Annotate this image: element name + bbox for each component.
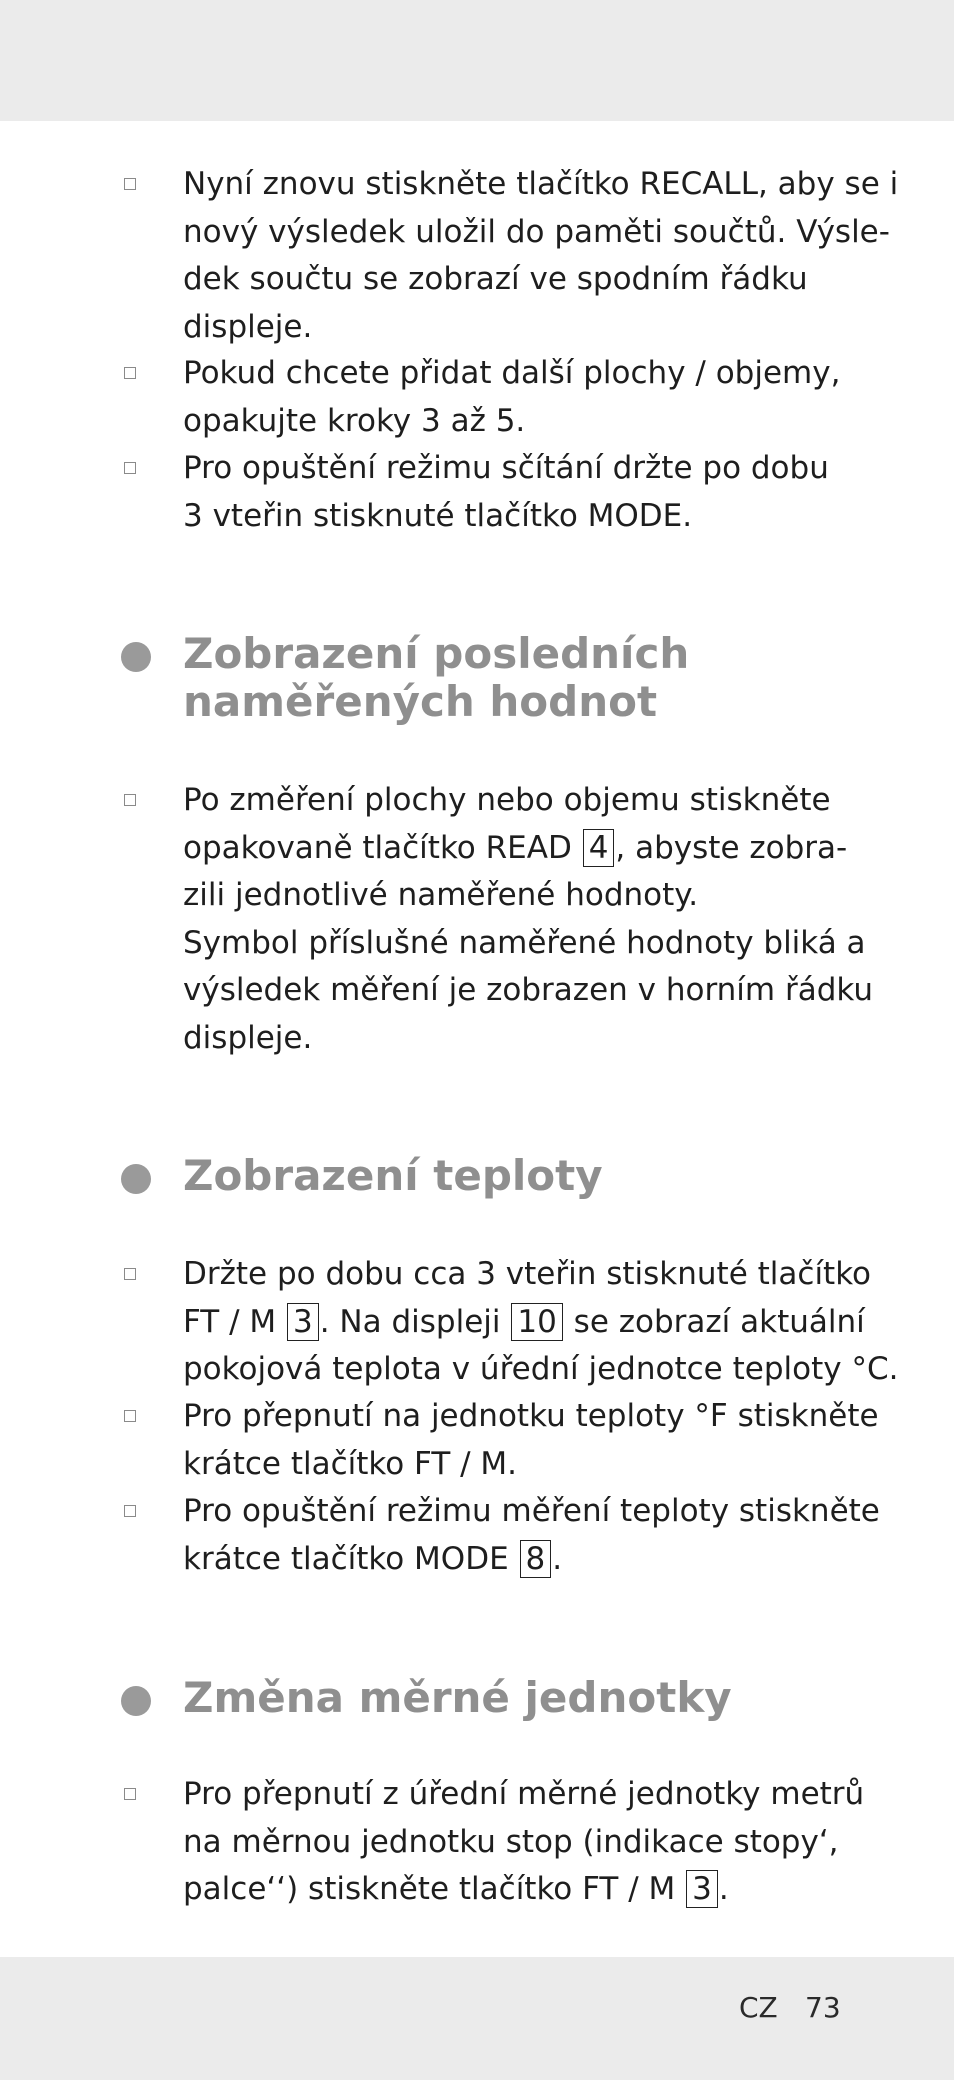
page-number: 73	[805, 1991, 841, 2024]
part-number-box: 3	[686, 1870, 718, 1908]
checkbox-bullet-icon	[124, 367, 136, 379]
list-item	[183, 1771, 873, 1914]
text-line: palce‘‘) stiskněte tlačítko FT / M 3 .	[183, 1871, 729, 1907]
list-item	[183, 1251, 899, 1394]
text-line: 3 vteřin stisknuté tlačítko MODE.	[183, 497, 693, 534]
text-line: displeje.	[183, 308, 313, 345]
language-code: CZ	[739, 1991, 778, 2024]
list-item	[183, 161, 899, 351]
text-line: Nyní znovu stiskněte tlačítko RECALL, aby se i	[183, 166, 899, 202]
text-line: krátce tlačítko MODE 8 .	[183, 1540, 563, 1577]
part-number-box: 10	[511, 1303, 562, 1341]
text-line: Po změření plochy nebo objemu stiskněte	[183, 782, 831, 818]
text-line: opakujte kroky 3 až 5.	[183, 402, 526, 439]
part-number-box: 8	[520, 1540, 552, 1578]
text-line: Pro opuštění režimu sčítání držte po dobu	[183, 450, 829, 486]
section-heading	[183, 1152, 603, 1200]
checkbox-bullet-icon	[124, 1268, 136, 1280]
list-item	[183, 445, 873, 540]
text-line: FT / M 3 . Na displeji 10 se zobrazí aktuální	[183, 1303, 865, 1340]
text-line: dek součtu se zobrazí ve spodním řádku	[183, 261, 808, 297]
text-line: krátce tlačítko FT / M.	[183, 1445, 518, 1482]
list-item	[183, 350, 873, 445]
checkbox-bullet-icon	[124, 1410, 136, 1422]
section-heading	[183, 1674, 732, 1722]
section-bullet-icon	[121, 1164, 151, 1194]
text-line: Pokud chcete přidat další plochy / objemy,	[183, 355, 841, 391]
checkbox-bullet-icon	[124, 178, 136, 190]
text-line: opakovaně tlačítko READ 4 , abyste zobra-	[183, 829, 848, 866]
heading-line: Zobrazení posledních	[183, 629, 690, 678]
checkbox-bullet-icon	[124, 794, 136, 806]
section-bullet-icon	[121, 1686, 151, 1716]
text-line: na měrnou jednotku stop (indikace stopy‘,	[183, 1823, 839, 1860]
list-item	[183, 777, 873, 1062]
list-item	[183, 1488, 880, 1583]
checkbox-bullet-icon	[124, 1788, 136, 1800]
list-item	[183, 1393, 879, 1488]
checkbox-bullet-icon	[124, 462, 136, 474]
text-line: výsledek měření je zobrazen v horním řádku	[183, 972, 874, 1008]
heading-line: Zobrazení teploty	[183, 1151, 603, 1200]
text-line: displeje.	[183, 1019, 313, 1056]
heading-line: naměřených hodnot	[183, 677, 658, 726]
section-heading	[183, 630, 689, 726]
section-bullet-icon	[121, 642, 151, 672]
text-line: Pro opuštění režimu měření teploty stiskněte	[183, 1493, 880, 1529]
text-line: Pro přepnutí na jednotku teploty °F stiskněte	[183, 1398, 879, 1434]
heading-line: Změna měrné jednotky	[183, 1673, 732, 1722]
text-line: Držte po dobu cca 3 vteřin stisknuté tlačítko	[183, 1256, 872, 1292]
text-line: Symbol příslušné naměřené hodnoty bliká a	[183, 924, 866, 961]
text-line: Pro přepnutí z úřední měrné jednotky metrů	[183, 1776, 865, 1812]
text-line: zili jednotlivé naměřené hodnoty.	[183, 877, 699, 913]
header-band	[0, 0, 954, 121]
part-number-box: 3	[287, 1303, 319, 1341]
part-number-box: 4	[583, 829, 615, 867]
checkbox-bullet-icon	[124, 1505, 136, 1517]
text-line: pokojová teplota v úřední jednotce teploty °C.	[183, 1351, 899, 1387]
text-line: nový výsledek uložil do paměti součtů. Výsle-	[183, 213, 890, 250]
